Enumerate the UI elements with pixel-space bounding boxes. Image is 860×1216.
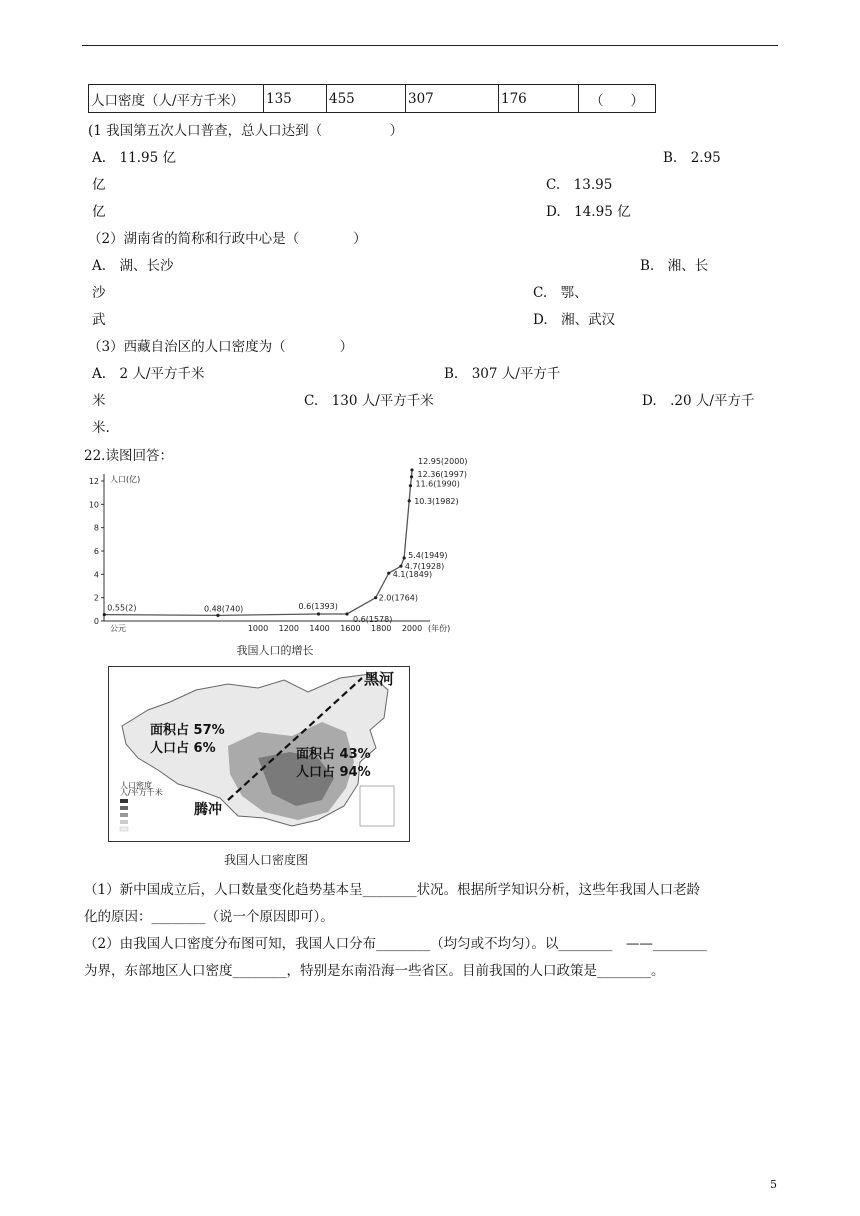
- q2-option-b: B. 湘、长: [640, 258, 709, 274]
- data-label: 10.3(1982): [414, 496, 459, 506]
- data-point: [317, 612, 320, 615]
- q3-wrap-2: 米.: [92, 420, 110, 436]
- y-tick-label: 6: [93, 547, 99, 556]
- x-tick-label: 2000: [401, 624, 423, 633]
- data-point: [408, 499, 411, 502]
- q2-option-c: C. 鄂、: [533, 285, 588, 301]
- legend-swatch: [120, 820, 128, 824]
- x-tick-label-first: 公元: [110, 624, 126, 633]
- data-point: [399, 565, 402, 568]
- x-tick-label: 1000: [247, 624, 269, 633]
- population-density-map: [108, 666, 410, 842]
- map-caption: 我国人口密度图: [224, 853, 309, 867]
- label-west-population: 人口占 6%: [150, 741, 216, 756]
- south-sea-inset: [360, 786, 394, 826]
- q1-wrap-2: 亿: [92, 204, 106, 220]
- q22-sub1-line1: （1）新中国成立后，人口数量变化趋势基本呈________状况。根据所学知识分析，这些年我国人口老龄: [84, 882, 701, 898]
- q3-option-b: B. 307 人/平方千: [444, 366, 561, 382]
- label-heihe: 黑河: [364, 670, 395, 688]
- q1-wrap-1: 亿: [92, 177, 106, 193]
- series-line: [104, 470, 412, 616]
- legend-swatch: [120, 813, 128, 817]
- chart-title: 我国人口的增长: [236, 644, 314, 657]
- data-label: 4.1(1849): [392, 570, 433, 580]
- page-number: 5: [770, 1178, 777, 1191]
- q1-option-a: A. 11.95 亿: [92, 150, 176, 166]
- table-cell: 455: [327, 85, 406, 113]
- q22-sub2-line2: 为界，东部地区人口密度________，特别是东南沿海一些省区。目前我国的人口政策是________。: [84, 963, 665, 979]
- q2-option-a: A. 湖、长沙: [92, 258, 174, 274]
- x-tick-label: 1200: [278, 624, 299, 633]
- data-label: 12.95(2000): [418, 456, 468, 466]
- data-point: [374, 596, 377, 599]
- y-tick-label: 0: [93, 617, 99, 626]
- header-rule: [82, 45, 778, 46]
- legend-swatch: [120, 806, 128, 810]
- q1-stem: (1 我国第五次人口普查，总人口达到（ ）: [88, 123, 404, 139]
- data-label: 2.0(1764): [378, 593, 418, 603]
- q3-option-a: A. 2 人/平方千米: [92, 366, 205, 382]
- q2-option-d: D. 湘、武汉: [533, 312, 616, 328]
- label-east-area: 面积占 43%: [296, 747, 371, 762]
- data-label: 12.36(1997): [417, 469, 468, 479]
- legend-swatch: [120, 827, 128, 831]
- y-axis-label: 人口(亿): [110, 475, 141, 484]
- data-point: [409, 484, 412, 487]
- legend-unit: 人/平方千米: [120, 788, 163, 797]
- legend-title: 人口密度: [120, 781, 152, 790]
- q3-option-c: C. 130 人/平方千米: [304, 393, 434, 409]
- data-label: 4.7(1928): [404, 562, 445, 572]
- y-tick-label: 8: [93, 523, 99, 533]
- label-east-population: 人口占 94%: [296, 765, 371, 780]
- table-cell: 307: [406, 85, 499, 113]
- q1-option-c: C. 13.95: [546, 177, 613, 193]
- population-growth-chart: [88, 456, 468, 658]
- q2-stem: （2）湖南省的简称和行政中心是（ ）: [88, 231, 367, 247]
- y-tick-label: 10: [88, 500, 99, 510]
- x-tick-label: 1400: [309, 624, 330, 633]
- data-label: 0.6(1393): [298, 602, 338, 611]
- data-label: 0.48(740): [203, 604, 244, 614]
- x-axis-label: (年份): [428, 624, 451, 633]
- x-tick-label: 1800: [371, 624, 392, 633]
- table-row: [89, 85, 656, 113]
- q1-option-b: B. 2.95: [663, 150, 721, 166]
- table-cell-blank: （ ）: [579, 85, 656, 113]
- data-point: [410, 475, 413, 478]
- data-label: 11.6(1990): [415, 479, 460, 489]
- y-tick-label: 12: [88, 477, 99, 486]
- q22-title: 22.读图回答：: [84, 448, 173, 464]
- q3-stem: （3）西藏自治区的人口密度为（ ）: [88, 339, 354, 355]
- data-point: [345, 612, 348, 615]
- q2-wrap-1: 沙: [92, 285, 106, 301]
- table-cell: 135: [264, 85, 327, 113]
- q3-wrap-1: 米: [92, 393, 106, 409]
- label-west-area: 面积占 57%: [150, 723, 225, 738]
- data-point: [387, 572, 390, 575]
- q2-wrap-2: 武: [92, 312, 106, 328]
- q3-option-d: D. .20 人/平方千: [642, 393, 755, 409]
- label-tengchong: 腾冲: [194, 802, 222, 818]
- q1-option-d: D. 14.95 亿: [546, 204, 631, 220]
- q22-sub2-line1: （2）由我国人口密度分布图可知，我国人口分布________（均匀或不均匀）。以________ ——________: [84, 936, 707, 952]
- data-label: 0.6(1578): [353, 615, 393, 624]
- x-tick-label: 1600: [340, 624, 361, 633]
- data-label: 0.55(2): [107, 603, 137, 613]
- y-tick-label: 4: [93, 570, 99, 580]
- q22-sub1-line2: 化的原因：________（说一个原因即可）。: [84, 909, 334, 925]
- data-point: [216, 614, 219, 617]
- data-point: [410, 468, 413, 471]
- data-point: [403, 556, 406, 559]
- y-tick-label: 2: [93, 593, 99, 603]
- table-row-label: 人口密度（人/平方千米）: [89, 85, 264, 113]
- density-table: [88, 84, 656, 113]
- legend-swatch: [120, 799, 128, 803]
- table-cell: 176: [499, 85, 579, 113]
- data-point: [103, 613, 106, 616]
- data-label: 5.4(1949): [408, 551, 448, 560]
